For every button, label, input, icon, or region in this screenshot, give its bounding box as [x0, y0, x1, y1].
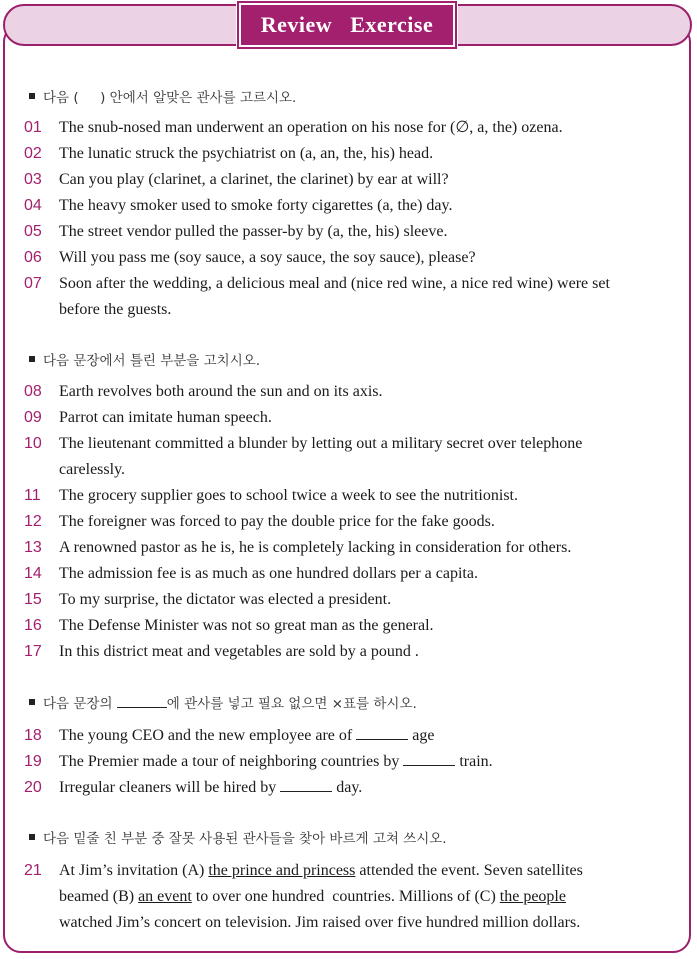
instruction-text: 에 관사를 넣고 필요 없으면 ×표를 하시오. [166, 696, 417, 712]
item-text: Irregular cleaners will be hired by day. [59, 779, 363, 796]
underlined-phrase-c: the people [499, 888, 566, 905]
item-text: The grocery supplier goes to school twice a week to see the nutritionist. [59, 487, 518, 504]
square-bullet-icon [29, 93, 35, 99]
item-number: 18 [24, 727, 42, 744]
item-text: A renowned pastor as he is, he is completely lacking in consideration for others. [59, 539, 572, 556]
item-text: To my surprise, the dictator was elected a president. [59, 591, 392, 608]
item-number: 04 [24, 197, 42, 214]
item-text: Parrot can imitate human speech. [59, 409, 272, 426]
item-text: The young CEO and the new employee are of age [59, 727, 435, 744]
item-number: 12 [24, 513, 42, 530]
item-text: The Premier made a tour of neighboring countries by train. [59, 753, 493, 770]
item-number: 07 [24, 275, 42, 292]
item-text: In this district meat and vegetables are sold by a pound . [59, 643, 419, 660]
instruction-text: 다음 문장의 [43, 696, 117, 712]
item-number: 15 [24, 591, 42, 608]
item-number: 14 [24, 565, 42, 582]
blank-line [117, 696, 167, 708]
item-number: 19 [24, 753, 42, 770]
section4-instruction [29, 827, 447, 847]
item-number: 09 [24, 409, 42, 426]
item-text: The heavy smoker used to smoke forty cigarettes (a, the) day. [59, 197, 453, 214]
answer-blank[interactable] [280, 777, 332, 792]
square-bullet-icon [29, 356, 35, 362]
section2-instruction [29, 349, 260, 369]
answer-blank[interactable] [403, 751, 455, 766]
square-bullet-icon [29, 834, 35, 840]
item-number: 16 [24, 617, 42, 634]
item-text: before the guests. [59, 301, 172, 318]
instruction-text: 다음 ( ) 안에서 알맞은 관사를 고르시오. [43, 90, 297, 106]
underlined-phrase-a: the prince and princess [208, 862, 356, 879]
item-number: 06 [24, 249, 42, 266]
item-text: Earth revolves both around the sun and on its axis. [59, 383, 383, 400]
item-text: watched Jim’s concert on television. Jim raised over five hundred million dollars. [59, 914, 581, 931]
item-number: 03 [24, 171, 42, 188]
item-text: Will you pass me (soy sauce, a soy sauce, the soy sauce), please? [59, 249, 476, 266]
item-number: 20 [24, 779, 42, 796]
instruction-text: 다음 문장에서 틀린 부분을 고치시오. [43, 353, 261, 369]
square-bullet-icon [29, 699, 35, 705]
item-number: 10 [24, 435, 42, 452]
item-text: At Jim’s invitation (A) the prince and princess attended the event. Seven satellites [59, 862, 583, 879]
item-text: The lieutenant committed a blunder by letting out a military secret over telephone [59, 435, 583, 452]
item-number: 01 [24, 119, 42, 136]
item-number: 17 [24, 643, 42, 660]
item-text: The foreigner was forced to pay the double price for the fake goods. [59, 513, 495, 530]
item-text: Soon after the wedding, a delicious meal and (nice red wine, a nice red wine) were set [59, 275, 610, 292]
item-number: 08 [24, 383, 42, 400]
page-title: Review Exercise [239, 3, 455, 47]
item-text: beamed (B) an event to over one hundred countries. Millions of (C) the people [59, 888, 566, 905]
section1-instruction [29, 86, 296, 106]
title-box [236, 0, 458, 50]
answer-blank[interactable] [356, 725, 408, 740]
underlined-phrase-b: an event [138, 888, 192, 905]
item-text: The admission fee is as much as one hundred dollars per a capita. [59, 565, 478, 582]
section3-instruction [29, 692, 417, 712]
item-number: 13 [24, 539, 42, 556]
item-number: 02 [24, 145, 42, 162]
item-text: The Defense Minister was not so great man as the general. [59, 617, 434, 634]
item-number: 21 [24, 862, 42, 879]
item-text: Can you play (clarinet, a clarinet, the clarinet) by ear at will? [59, 171, 449, 188]
item-number: 05 [24, 223, 42, 240]
item-text: The snub-nosed man underwent an operation on his nose for (∅, a, the) ozena. [59, 119, 563, 136]
item-text: carelessly. [59, 461, 126, 478]
instruction-text: 다음 밑줄 친 부분 중 잘못 사용된 관사들을 찾아 바르게 고쳐 쓰시오. [43, 831, 447, 847]
item-number: 11 [24, 487, 41, 504]
item-text: The street vendor pulled the passer-by by (a, the, his) sleeve. [59, 223, 448, 240]
item-text: The lunatic struck the psychiatrist on (a, an, the, his) head. [59, 145, 434, 162]
